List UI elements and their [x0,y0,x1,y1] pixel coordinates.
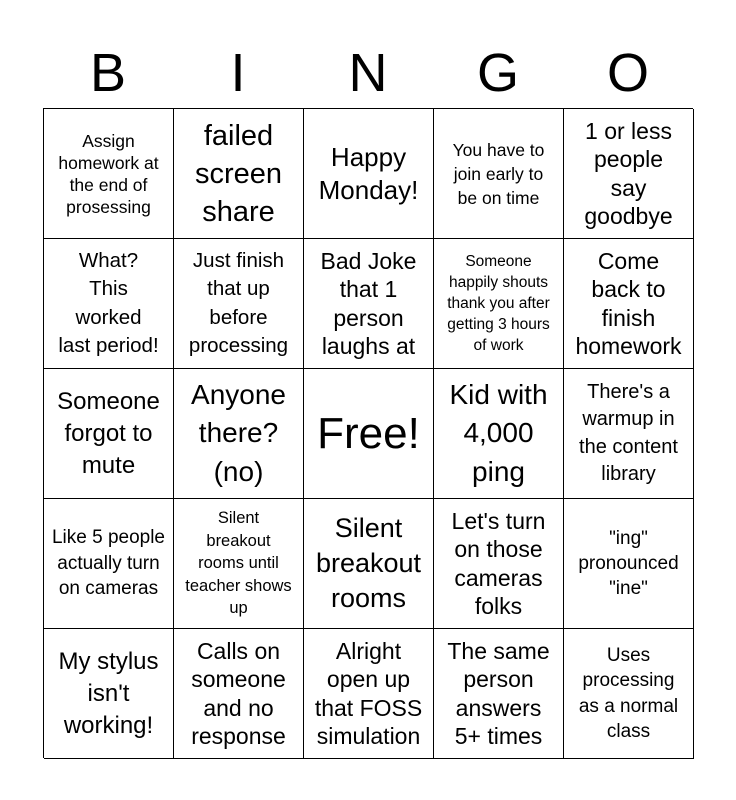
bingo-cell-r3-c3 [304,369,434,499]
bingo-cell-r3-c5 [564,369,694,499]
bingo-cell-r3-c2 [174,369,304,499]
bingo-cell-text: The same person answers 5+ times [447,637,550,749]
bingo-cell-text: Let's turn on those cameras folks [451,507,546,619]
bingo-cell-r1-c3 [304,109,434,239]
bingo-cell-text: Like 5 people actually turn on cameras [51,527,166,600]
bingo-cell-r1-c4 [434,109,564,239]
bingo-cell-text: Alright open up that FOSS simulation [314,637,423,749]
bingo-cell-text: What? This worked last period! [58,248,159,357]
bingo-cell-r4-c4 [434,499,564,629]
bingo-cell-text: Assign homework at the end of prosessing [58,130,159,217]
bingo-cell-text: Someone forgot to mute [57,387,160,479]
bingo-cell-r5-c3 [304,629,434,759]
bingo-cell-r2-c4 [434,239,564,369]
bingo-cell-text: There's a warmup in the content library [579,380,678,485]
free-space: Free! [317,408,420,458]
bingo-cell-text: Come back to finish homework [575,247,682,359]
header-letter-n: N [348,43,388,103]
bingo-grid [43,108,693,758]
header-letter-o: O [606,43,649,103]
bingo-cell-text: Anyone there? (no) [191,378,286,487]
header-letter-i: I [230,43,246,103]
bingo-cell-r1-c2 [174,109,304,239]
bingo-cell-r4-c1 [44,499,174,629]
header-letter-g: G [476,43,519,103]
bingo-cell-r4-c2 [174,499,304,629]
bingo-cell-r2-c3 [304,239,434,369]
bingo-cell-text: Kid with 4,000 ping [449,378,548,487]
bingo-cell-r5-c5 [564,629,694,759]
bingo-cell-text: failed screen share [194,119,283,228]
bingo-cell-r1-c1 [44,109,174,239]
bingo-cell-r2-c1 [44,239,174,369]
bingo-cell-text: Happy Monday! [318,141,419,205]
bingo-cell-r1-c5 [564,109,694,239]
bingo-cell-r4-c5 [564,499,694,629]
bingo-header [43,38,693,108]
bingo-cell-r5-c2 [174,629,304,759]
bingo-cell-text: You have to join early to be on time [452,139,545,208]
bingo-cell-text: 1 or less people say goodbye [584,117,673,229]
bingo-cell-text: Uses processing as a normal class [578,644,679,742]
bingo-cell-text: Bad Joke that 1 person laughs at [320,247,417,359]
bingo-cell-r5-c1 [44,629,174,759]
bingo-cell-text: Just finish that up before processing [188,248,289,357]
bingo-cell-text: Someone happily shouts thank you after getting 3 hours of work [447,253,550,354]
bingo-cell-r3-c1 [44,369,174,499]
bingo-cell-text: Silent breakout rooms until teacher shows up [185,509,292,618]
bingo-cell-r5-c4 [434,629,564,759]
bingo-cell-text: My stylus isn't working! [58,647,159,739]
bingo-cell-r2-c2 [174,239,304,369]
bingo-cell-r3-c4 [434,369,564,499]
bingo-cell-text: Silent breakout rooms [315,513,422,613]
bingo-cell-r4-c3 [304,499,434,629]
bingo-cell-text: Calls on someone and no response [191,637,286,749]
header-letter-b: B [89,43,127,103]
bingo-cell-text: "ing" pronounced "ine" [578,528,679,599]
bingo-cell-r2-c5 [564,239,694,369]
